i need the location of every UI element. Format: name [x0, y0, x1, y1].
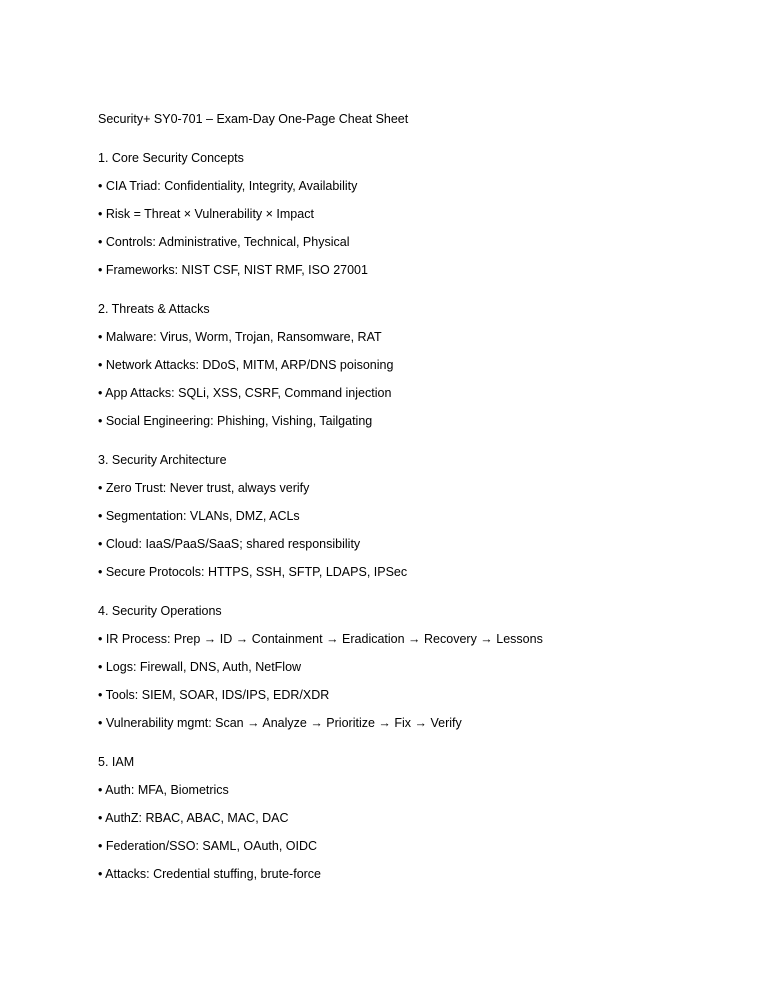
list-item: • Controls: Administrative, Technical, Physical: [98, 235, 350, 249]
bullet-list: [98, 479, 718, 581]
list-item: • CIA Triad: Confidentiality, Integrity, Availability: [98, 179, 358, 193]
list-item: • Attacks: Credential stuffing, brute-force: [98, 867, 322, 881]
bullet-list: [98, 630, 718, 732]
list-item: • Secure Protocols: HTTPS, SSH, SFTP, LDAPS, IPSec: [98, 565, 408, 579]
bullet-list: [98, 781, 718, 883]
bullet-list: [98, 328, 718, 430]
list-item: • Vulnerability mgmt: Scan → Analyze → Prioritize → Fix → Verify: [98, 716, 462, 730]
list-item: • AuthZ: RBAC, ABAC, MAC, DAC: [98, 811, 289, 825]
section-heading: 1. Core Security Concepts: [98, 151, 244, 165]
page-title: Security+ SY0-701 – Exam-Day One-Page Cheat Sheet: [98, 112, 409, 126]
list-item: • Federation/SSO: SAML, OAuth, OIDC: [98, 839, 318, 853]
list-item: • IR Process: Prep → ID → Containment → Eradication → Recovery → Lessons: [98, 632, 543, 646]
list-item: • Cloud: IaaS/PaaS/SaaS; shared responsibility: [98, 537, 361, 551]
section-heading: 5. IAM: [98, 755, 135, 769]
section-security-operations: [98, 602, 718, 732]
section-heading: 2. Threats & Attacks: [98, 302, 210, 316]
list-item: • Risk = Threat × Vulnerability × Impact: [98, 207, 314, 221]
list-item: • Frameworks: NIST CSF, NIST RMF, ISO 27001: [98, 263, 368, 277]
bullet-list: [98, 177, 718, 279]
section-iam: [98, 753, 718, 883]
list-item: • Auth: MFA, Biometrics: [98, 783, 229, 797]
list-item: • Network Attacks: DDoS, MITM, ARP/DNS poisoning: [98, 358, 394, 372]
list-item: • Malware: Virus, Worm, Trojan, Ransomware, RAT: [98, 330, 382, 344]
section-security-architecture: [98, 451, 718, 581]
section-heading: 4. Security Operations: [98, 604, 222, 618]
list-item: • Social Engineering: Phishing, Vishing, Tailgating: [98, 414, 373, 428]
list-item: • Segmentation: VLANs, DMZ, ACLs: [98, 509, 300, 523]
list-item: • Logs: Firewall, DNS, Auth, NetFlow: [98, 660, 302, 674]
document-page: [98, 110, 718, 883]
section-core-security-concepts: [98, 149, 718, 279]
section-threats-attacks: [98, 300, 718, 430]
list-item: • App Attacks: SQLi, XSS, CSRF, Command injection: [98, 386, 392, 400]
list-item: • Tools: SIEM, SOAR, IDS/IPS, EDR/XDR: [98, 688, 330, 702]
list-item: • Zero Trust: Never trust, always verify: [98, 481, 310, 495]
section-heading: 3. Security Architecture: [98, 453, 227, 467]
